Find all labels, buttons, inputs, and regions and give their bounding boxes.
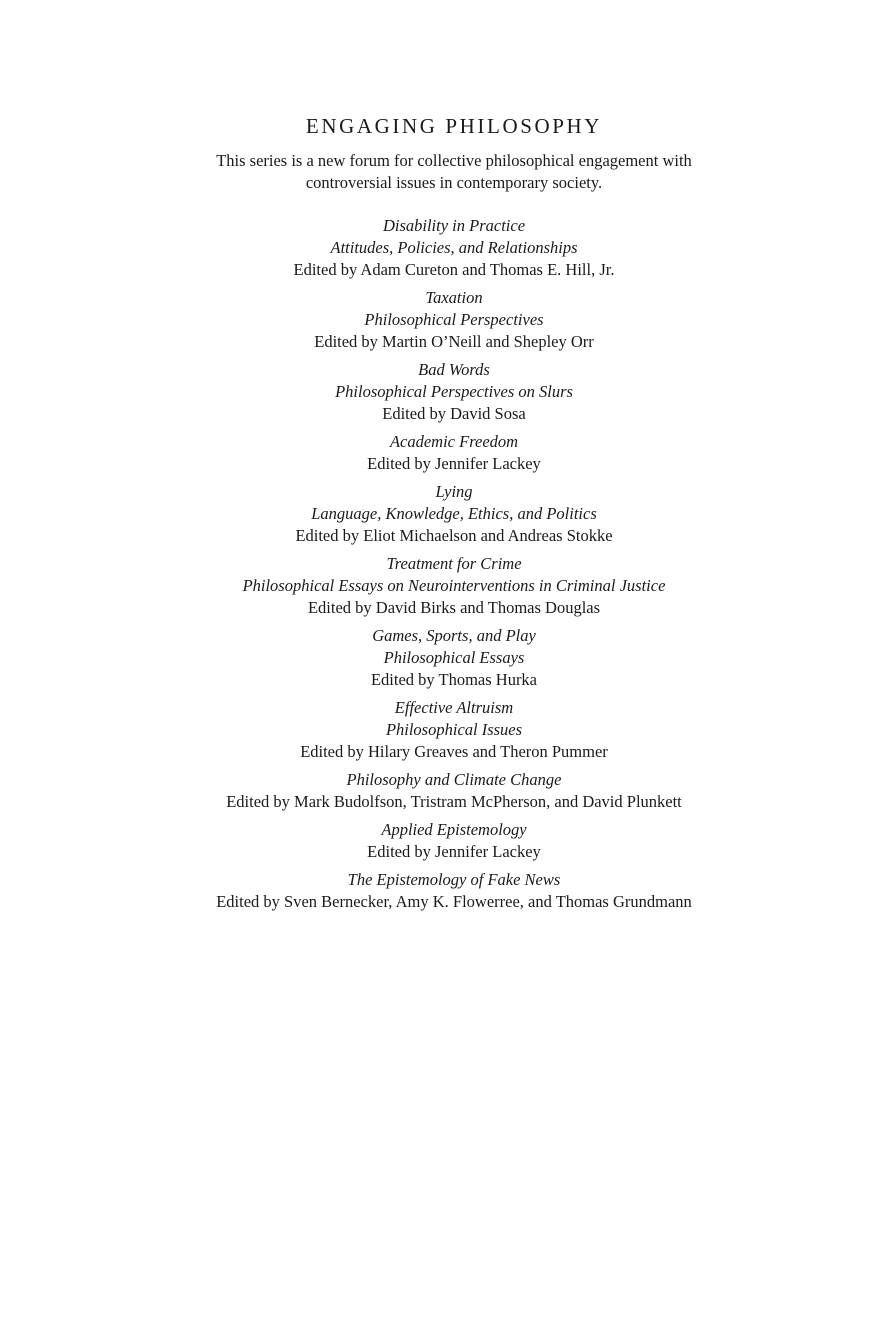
- book-entry: [0, 697, 885, 763]
- book-entry: [0, 769, 885, 813]
- book-entry: [0, 287, 885, 353]
- book-editors: Edited by Hilary Greaves and Theron Pummer: [300, 742, 608, 761]
- book-editors: Edited by Martin O’Neill and Shepley Orr: [314, 332, 594, 351]
- book-subtitle: Attitudes, Policies, and Relationships: [330, 238, 578, 257]
- series-title: ENGAGING PHILOSOPHY: [305, 114, 603, 138]
- book-entry: [0, 553, 885, 619]
- book-editors: Edited by David Birks and Thomas Douglas: [307, 598, 601, 617]
- book-subtitle: Philosophical Issues: [385, 720, 523, 739]
- book-title: Taxation: [425, 288, 483, 307]
- series-description: [0, 150, 885, 194]
- book-title: Academic Freedom: [389, 432, 519, 451]
- book-title: Treatment for Crime: [386, 554, 522, 573]
- book-entry: [0, 431, 885, 475]
- series-description-line: This series is a new forum for collective philosophical engagement with: [216, 151, 692, 170]
- book-title: The Epistemology of Fake News: [347, 870, 561, 889]
- book-title: Lying: [435, 482, 473, 501]
- book-entry: [0, 869, 885, 913]
- series-description-line: controversial issues in contemporary society.: [305, 173, 603, 192]
- book-title: Effective Altruism: [394, 698, 514, 717]
- book-editors: Edited by Eliot Michaelson and Andreas Stokke: [295, 526, 613, 545]
- book-title: Applied Epistemology: [381, 820, 527, 839]
- book-editors: Edited by Adam Cureton and Thomas E. Hill, Jr.: [293, 260, 615, 279]
- book-editors: Edited by David Sosa: [382, 404, 526, 423]
- book-entry: [0, 625, 885, 691]
- book-subtitle: Philosophical Perspectives on Slurs: [335, 382, 573, 401]
- book-title: Bad Words: [418, 360, 490, 379]
- book-entry: [0, 359, 885, 425]
- book-editors: Edited by Mark Budolfson, Tristram McPherson, and David Plunkett: [226, 792, 682, 811]
- book-title: Disability in Practice: [382, 216, 526, 235]
- book-title: Games, Sports, and Play: [372, 626, 536, 645]
- book-editors: Edited by Sven Bernecker, Amy K. Flowerree, and Thomas Grundmann: [216, 892, 692, 911]
- book-editors: Edited by Thomas Hurka: [370, 670, 538, 689]
- book-entry: [0, 481, 885, 547]
- book-subtitle: Philosophical Essays on Neurointerventions in Criminal Justice: [242, 576, 666, 595]
- book-list: [0, 215, 885, 919]
- book-editors: Edited by Jennifer Lackey: [367, 842, 541, 861]
- book-entry: [0, 215, 885, 281]
- book-editors: Edited by Jennifer Lackey: [367, 454, 541, 473]
- book-entry: [0, 819, 885, 863]
- book-subtitle: Philosophical Perspectives: [364, 310, 544, 329]
- book-subtitle: Philosophical Essays: [383, 648, 525, 667]
- book-subtitle: Language, Knowledge, Ethics, and Politics: [311, 504, 597, 523]
- book-title: Philosophy and Climate Change: [346, 770, 562, 789]
